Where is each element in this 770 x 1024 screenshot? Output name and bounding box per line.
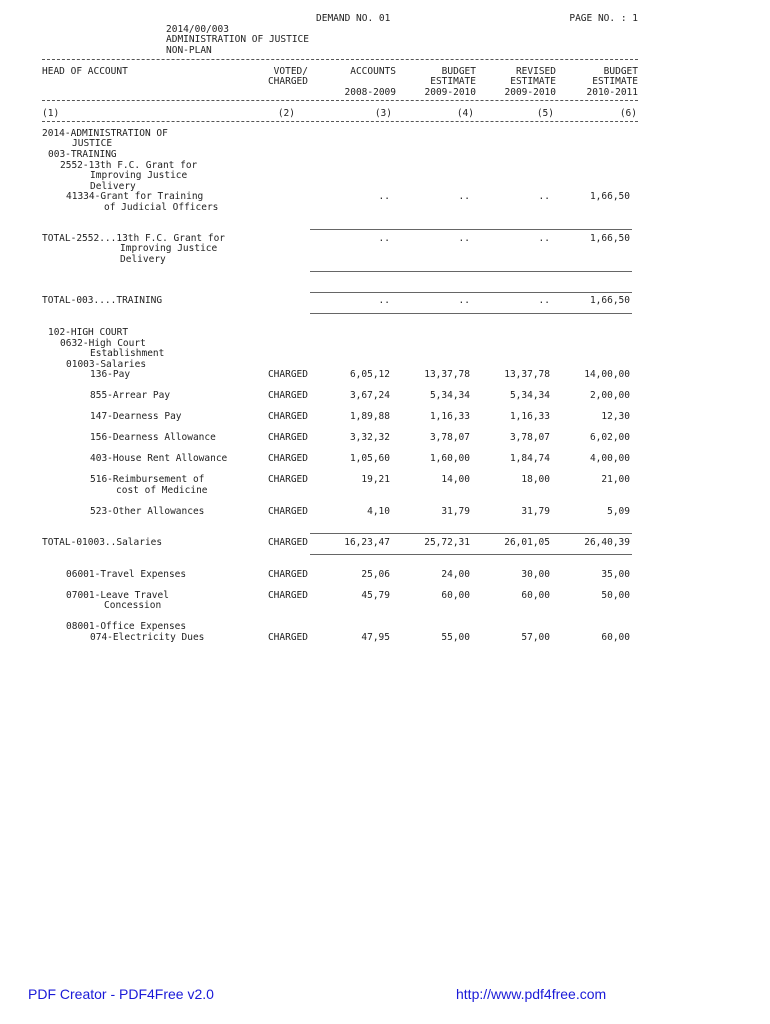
cell-budget: 3,78,07 xyxy=(429,432,470,443)
col-revised-estimate: ESTIMATE xyxy=(510,76,556,87)
cell-budget: 1,16,33 xyxy=(429,411,470,422)
col-revised-year: 2009-2010 xyxy=(504,87,556,98)
minor-head: 003-TRAINING xyxy=(48,149,117,160)
cell-budget: 25,72,31 xyxy=(424,537,470,548)
cell-revised: 60,00 xyxy=(521,590,550,601)
cell-budget-next: 5,09 xyxy=(607,506,630,517)
account-code: 2014/00/003 xyxy=(166,24,229,35)
cell-accounts: 3,67,24 xyxy=(349,390,390,401)
sub-head-cont: Improving Justice xyxy=(90,170,188,181)
cell-voted: CHARGED xyxy=(267,453,308,464)
sub-head: 2552-13th F.C. Grant for xyxy=(60,160,198,171)
pdf4free-url-link[interactable]: http://www.pdf4free.com xyxy=(456,986,607,1002)
detail-head-cont: of Judicial Officers xyxy=(104,202,219,213)
cell-accounts: .. xyxy=(378,233,390,244)
major-head: 2014-ADMINISTRATION OF xyxy=(42,128,168,139)
cell-revised: .. xyxy=(538,295,550,306)
row-label: 855-Arrear Pay xyxy=(90,390,171,401)
cell-budget: 24,00 xyxy=(441,569,470,580)
sub-head-cont: Delivery xyxy=(90,181,136,192)
row-label: 06001-Travel Expenses xyxy=(66,569,187,580)
row-label: 516-Reimbursement of xyxy=(90,474,205,485)
cell-accounts: 6,05,12 xyxy=(349,369,390,380)
col-budget-next-year: 2010-2011 xyxy=(586,87,638,98)
cell-voted: CHARGED xyxy=(267,569,308,580)
cell-budget: .. xyxy=(458,233,470,244)
col-revised: REVISED xyxy=(515,66,556,77)
total-label-cont: Improving Justice xyxy=(120,243,218,254)
col-number: (4) xyxy=(456,108,474,119)
cell-budget-next: 35,00 xyxy=(601,569,630,580)
subtotal-line xyxy=(310,533,632,534)
cell-revised: 5,34,34 xyxy=(509,390,550,401)
detail-head: 41334-Grant for Training xyxy=(66,191,204,202)
cell-accounts: 16,23,47 xyxy=(344,537,390,548)
col-budget-estimate: ESTIMATE xyxy=(430,76,476,87)
sub-head-cont: Establishment xyxy=(90,348,165,359)
subtotal-line xyxy=(310,229,632,230)
row-label: 523-Other Allowances xyxy=(90,506,205,517)
department-name: ADMINISTRATION OF JUSTICE xyxy=(166,34,309,45)
total-label: TOTAL-2552...13th F.C. Grant for xyxy=(42,233,226,244)
detail-head: 08001-Office Expenses xyxy=(66,621,187,632)
cell-budget: .. xyxy=(458,191,470,202)
cell-accounts: .. xyxy=(378,191,390,202)
cell-budget: 55,00 xyxy=(441,632,470,643)
cell-accounts: 45,79 xyxy=(361,590,390,601)
cell-accounts: 1,89,88 xyxy=(349,411,390,422)
cell-budget: 31,79 xyxy=(441,506,470,517)
col-number: (6) xyxy=(619,108,637,119)
row-label-cont: Concession xyxy=(104,600,162,611)
cell-revised: 18,00 xyxy=(521,474,550,485)
cell-voted: CHARGED xyxy=(267,432,308,443)
cell-budget-next: 4,00,00 xyxy=(589,453,630,464)
divider xyxy=(42,121,638,122)
cell-revised: 1,84,74 xyxy=(509,453,550,464)
cell-accounts: 19,21 xyxy=(361,474,390,485)
cell-budget-next: 1,66,50 xyxy=(589,295,630,306)
subtotal-line xyxy=(310,271,632,272)
cell-revised: .. xyxy=(538,233,550,244)
col-accounts-year: 2008-2009 xyxy=(344,87,396,98)
cell-budget: 13,37,78 xyxy=(424,369,470,380)
col-budget-next: BUDGET xyxy=(603,66,638,77)
subtotal-line xyxy=(310,292,632,293)
subtotal-line xyxy=(310,554,632,555)
cell-revised: 57,00 xyxy=(521,632,550,643)
cell-budget-next: 60,00 xyxy=(601,632,630,643)
total-label: TOTAL-01003..Salaries xyxy=(42,537,163,548)
cell-budget: .. xyxy=(458,295,470,306)
cell-accounts: 4,10 xyxy=(367,506,390,517)
cell-budget-next: 50,00 xyxy=(601,590,630,601)
minor-head: 102-HIGH COURT xyxy=(48,327,129,338)
row-label: 074-Electricity Dues xyxy=(90,632,205,643)
divider xyxy=(42,100,638,101)
cell-voted: CHARGED xyxy=(267,506,308,517)
row-label: 147-Dearness Pay xyxy=(90,411,182,422)
sub-head: 0632-High Court xyxy=(60,338,146,349)
plan-type: NON-PLAN xyxy=(166,45,212,56)
cell-revised: 13,37,78 xyxy=(504,369,550,380)
cell-revised: 26,01,05 xyxy=(504,537,550,548)
col-accounts: ACCOUNTS xyxy=(350,66,396,77)
row-label: 07001-Leave Travel xyxy=(66,590,169,601)
cell-voted: CHARGED xyxy=(267,369,308,380)
total-label: TOTAL-003....TRAINING xyxy=(42,295,163,306)
cell-budget: 1,60,00 xyxy=(429,453,470,464)
cell-revised: 31,79 xyxy=(521,506,550,517)
col-charged: CHARGED xyxy=(267,76,308,87)
cell-accounts: 1,05,60 xyxy=(349,453,390,464)
col-budget: BUDGET xyxy=(441,66,476,77)
page-number: PAGE NO. : 1 xyxy=(569,13,638,24)
demand-number: DEMAND NO. 01 xyxy=(316,13,391,24)
cell-budget: 60,00 xyxy=(441,590,470,601)
cell-budget: 5,34,34 xyxy=(429,390,470,401)
subtotal-line xyxy=(310,313,632,314)
row-label-cont: cost of Medicine xyxy=(116,485,208,496)
cell-voted: CHARGED xyxy=(267,390,308,401)
row-label: 156-Dearness Allowance xyxy=(90,432,216,443)
row-label: 403-House Rent Allowance xyxy=(90,453,228,464)
cell-budget-next: 12,30 xyxy=(601,411,630,422)
cell-budget-next: 1,66,50 xyxy=(589,191,630,202)
cell-revised: 30,00 xyxy=(521,569,550,580)
divider xyxy=(42,59,638,60)
cell-budget-next: 14,00,00 xyxy=(584,369,630,380)
cell-accounts: 3,32,32 xyxy=(349,432,390,443)
col-budget-year: 2009-2010 xyxy=(424,87,476,98)
cell-budget-next: 1,66,50 xyxy=(589,233,630,244)
cell-budget-next: 26,40,39 xyxy=(584,537,630,548)
cell-budget-next: 6,02,00 xyxy=(589,432,630,443)
col-number: (1) xyxy=(42,108,60,119)
cell-revised: 1,16,33 xyxy=(509,411,550,422)
col-voted: VOTED/ xyxy=(273,66,308,77)
cell-accounts: 25,06 xyxy=(361,569,390,580)
cell-budget-next: 21,00 xyxy=(601,474,630,485)
col-number: (3) xyxy=(374,108,392,119)
cell-voted: CHARGED xyxy=(267,632,308,643)
major-head-cont: JUSTICE xyxy=(72,138,113,149)
cell-voted: CHARGED xyxy=(267,537,308,548)
cell-revised: 3,78,07 xyxy=(509,432,550,443)
cell-budget: 14,00 xyxy=(441,474,470,485)
total-label-cont: Delivery xyxy=(120,254,166,265)
cell-accounts: 47,95 xyxy=(361,632,390,643)
col-budget-next-estimate: ESTIMATE xyxy=(592,76,638,87)
cell-revised: .. xyxy=(538,191,550,202)
cell-accounts: .. xyxy=(378,295,390,306)
pdf-creator-link[interactable]: PDF Creator - PDF4Free v2.0 xyxy=(28,986,214,1002)
detail-head: 01003-Salaries xyxy=(66,359,147,370)
cell-voted: CHARGED xyxy=(267,474,308,485)
col-number: (5) xyxy=(536,108,554,119)
cell-budget-next: 2,00,00 xyxy=(589,390,630,401)
row-label: 136-Pay xyxy=(90,369,131,380)
cell-voted: CHARGED xyxy=(267,411,308,422)
col-number: (2) xyxy=(277,108,295,119)
cell-voted: CHARGED xyxy=(267,590,308,601)
col-head-of-account: HEAD OF ACCOUNT xyxy=(42,66,128,77)
